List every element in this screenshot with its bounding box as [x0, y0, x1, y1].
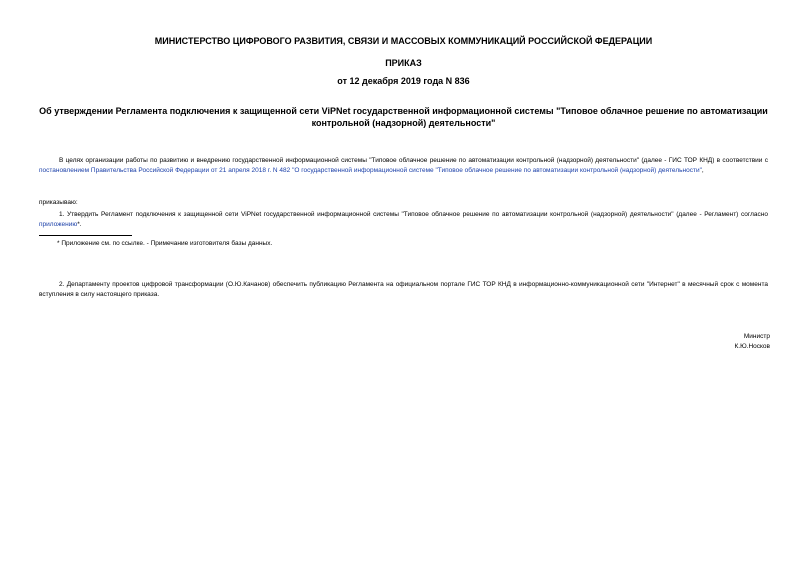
ministry-name: МИНИСТЕРСТВО ЦИФРОВОГО РАЗВИТИЯ, СВЯЗИ И МАССОВЫХ КОММУНИКАЦИЙ РОССИЙСКОЙ ФЕДЕРАЦИИ — [154, 36, 653, 46]
resolution-link[interactable]: постановлением Правительства Российской Федерации от 21 апреля 2018 г. N 482 "О государственной информационной системе "Типовое облачное решение по автоматизации контрольной (надзорной) деятельности" — [39, 167, 702, 174]
clause-1-text-end: *. — [77, 221, 82, 228]
clause-1-text: 1. Утвердить Регламент подключения к защищенной сети ViPNet государственной информационной системы "Типовое облачное решение по автоматизации контрольной (надзорной) деятельности" (далее - Регламент) согласно — [59, 211, 768, 218]
footnote: * Приложение см. по ссылке. - Примечание изготовителя базы данных. — [57, 240, 273, 247]
clause-2-paragraph: 2. Департаменту проектов цифровой трансформации (О.Ю.Качанов) обеспечить публикацию Регламента на официальном портале ГИС ТОР КНД в информационно-коммуникационной сети "Интернет" в месячный срок с момента вступления в силу настоящего приказа. — [39, 281, 768, 298]
preamble-paragraph — [39, 156, 768, 176]
signatory-name: К.Ю.Носков — [734, 343, 770, 350]
signatory-position: Министр — [743, 333, 770, 340]
document-date-number: от 12 декабря 2019 года N 836 — [337, 76, 470, 86]
order-word: приказываю: — [39, 199, 78, 206]
appendix-link[interactable]: приложению — [39, 221, 78, 228]
document-subject: Об утверждении Регламента подключения к защищенной сети ViPNet государственной информационной системы "Типовое облачное решение по автоматизации контрольной (надзорной) деятельности" — [39, 106, 768, 128]
preamble-text: В целях организации работы по развитию и внедрению государственной информационной системы "Типовое облачное решение по автоматизации контрольной (надзорной) деятельности" (далее - ГИС ТОР КНД) в соответствии с — [59, 157, 768, 164]
preamble-text-end: , — [701, 167, 704, 174]
clause-1-paragraph — [39, 210, 768, 230]
document-kind: ПРИКАЗ — [385, 58, 422, 68]
footnote-divider — [39, 235, 132, 236]
